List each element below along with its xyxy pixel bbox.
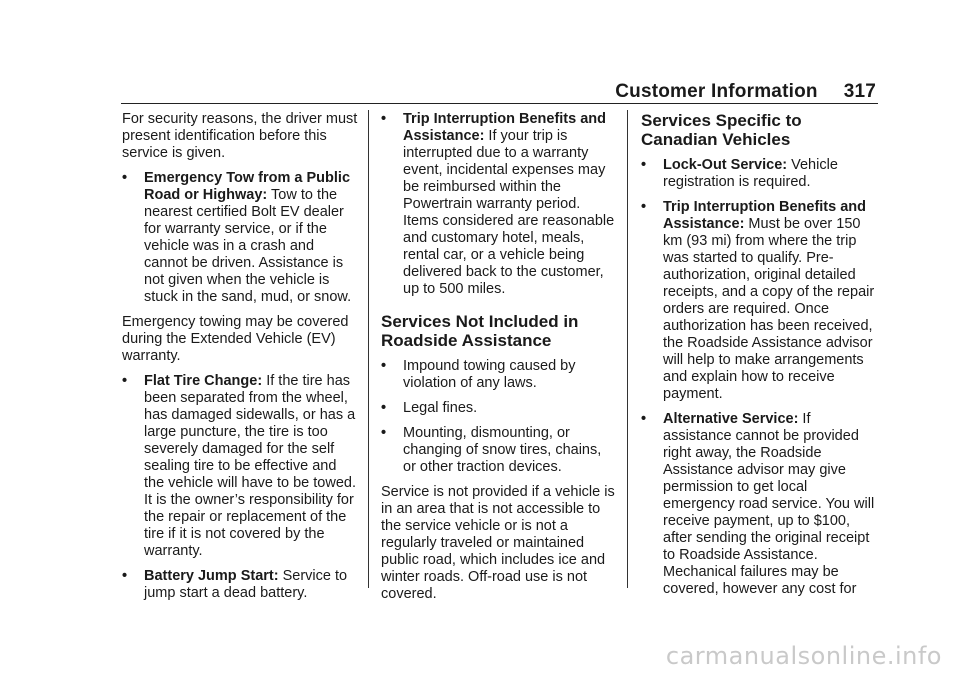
column-divider-1 xyxy=(368,110,369,588)
bullet: • xyxy=(641,157,647,173)
page-number: 317 xyxy=(843,81,876,102)
bullet: • xyxy=(122,373,128,389)
section-heading: Services Not Included in Roadside Assistance xyxy=(381,312,579,350)
item-title: Alternative Service: xyxy=(663,411,799,427)
item-text: Must be over 150 km (93 mi) from where the trip was started to qualify. Pre-authorization, original detailed receipts, and a copy of the repair orders are required. Once authorization has been received, the Roadside Assistance advisor will help to make arrangements and explain how to receive payment. xyxy=(663,216,875,402)
item-text: Tow to the nearest certified Bolt EV dealer for warranty service, or if the vehicle was in a crash and cannot be driven. Assistance is not given when the vehicle is stuck in the sand, mud, or snow. xyxy=(144,187,352,305)
list-item xyxy=(122,373,358,560)
column-divider-2 xyxy=(627,110,628,588)
column-2 xyxy=(381,111,617,611)
item-title: Lock-Out Service: xyxy=(663,157,788,173)
bullet: • xyxy=(122,568,128,584)
offroad-paragraph: Service is not provided if a vehicle is in an area that is not accessible to the service vehicle or is not a regularly traveled or maintained public road, which includes ice and winter roads. Off-road use is not covered. xyxy=(381,484,615,602)
section-heading: Services Specific to Canadian Vehicles xyxy=(641,111,802,149)
item-title: Battery Jump Start: xyxy=(144,568,279,584)
bullet: • xyxy=(381,358,387,374)
bullet: • xyxy=(381,111,387,127)
item-text: If the tire has been separated from the wheel, has damaged sidewalls, or has a large puncture, the tire is too severely damaged for the self sealing tire to be effective and the vehicle will have to be towed. It is the owner’s responsibility for the repair or replacement of the tire if it is not covered by the warranty. xyxy=(144,373,356,559)
list-item xyxy=(381,400,617,417)
page-header xyxy=(615,81,876,103)
item-text: Impound towing caused by violation of any laws. xyxy=(403,358,576,391)
item-text: Vehicle registration is required. xyxy=(663,157,838,190)
item-title: Emergency Tow from a Public Road or Highway: xyxy=(144,170,351,203)
item-text: Legal fines. xyxy=(403,400,478,416)
item-text: If assistance cannot be provided right away, the Roadside Assistance advisor may give permission to get local emergency road service. You will receive payment, up to $100, after sending the original receipt to Roadside Assistance. Mechanical failures may be covered, however any cost for xyxy=(663,411,875,597)
list-item xyxy=(641,199,877,403)
item-title: Flat Tire Change: xyxy=(144,373,263,389)
security-note: For security reasons, the driver must present identification before this service is given. xyxy=(122,111,358,161)
bullet: • xyxy=(122,170,128,186)
column-3 xyxy=(641,111,877,606)
section-title: Customer Information xyxy=(615,81,818,102)
column-1 xyxy=(122,111,358,610)
watermark: carmanualsonline.info xyxy=(665,642,942,670)
item-title: Trip Interruption Benefits and Assistance: xyxy=(403,111,607,144)
bullet: • xyxy=(641,199,647,215)
list-item xyxy=(641,411,877,598)
bullet: • xyxy=(381,400,387,416)
list-item xyxy=(122,568,358,602)
list-item xyxy=(381,111,617,298)
list-item xyxy=(641,157,877,191)
item-text: Mounting, dismounting, or changing of snow tires, chains, or other traction devices. xyxy=(403,425,602,475)
item-text: If your trip is interrupted due to a warranty event, incidental expenses may be reimbursed within the Powertrain warranty period. Items considered are reasonable and customary hotel, meals, rental car, or a vehicle being delivered back to the customer, up to 500 miles. xyxy=(403,128,615,297)
emergency-note: Emergency towing may be covered during the Extended Vehicle (EV) warranty. xyxy=(122,314,349,364)
header-rule xyxy=(121,103,878,104)
list-item xyxy=(381,425,617,476)
list-item xyxy=(381,358,617,392)
bullet: • xyxy=(641,411,647,427)
list-item xyxy=(122,170,358,306)
item-title: Trip Interruption Benefits and Assistance: xyxy=(663,199,867,232)
item-text: Service to jump start a dead battery. xyxy=(144,568,348,601)
bullet: • xyxy=(381,425,387,441)
